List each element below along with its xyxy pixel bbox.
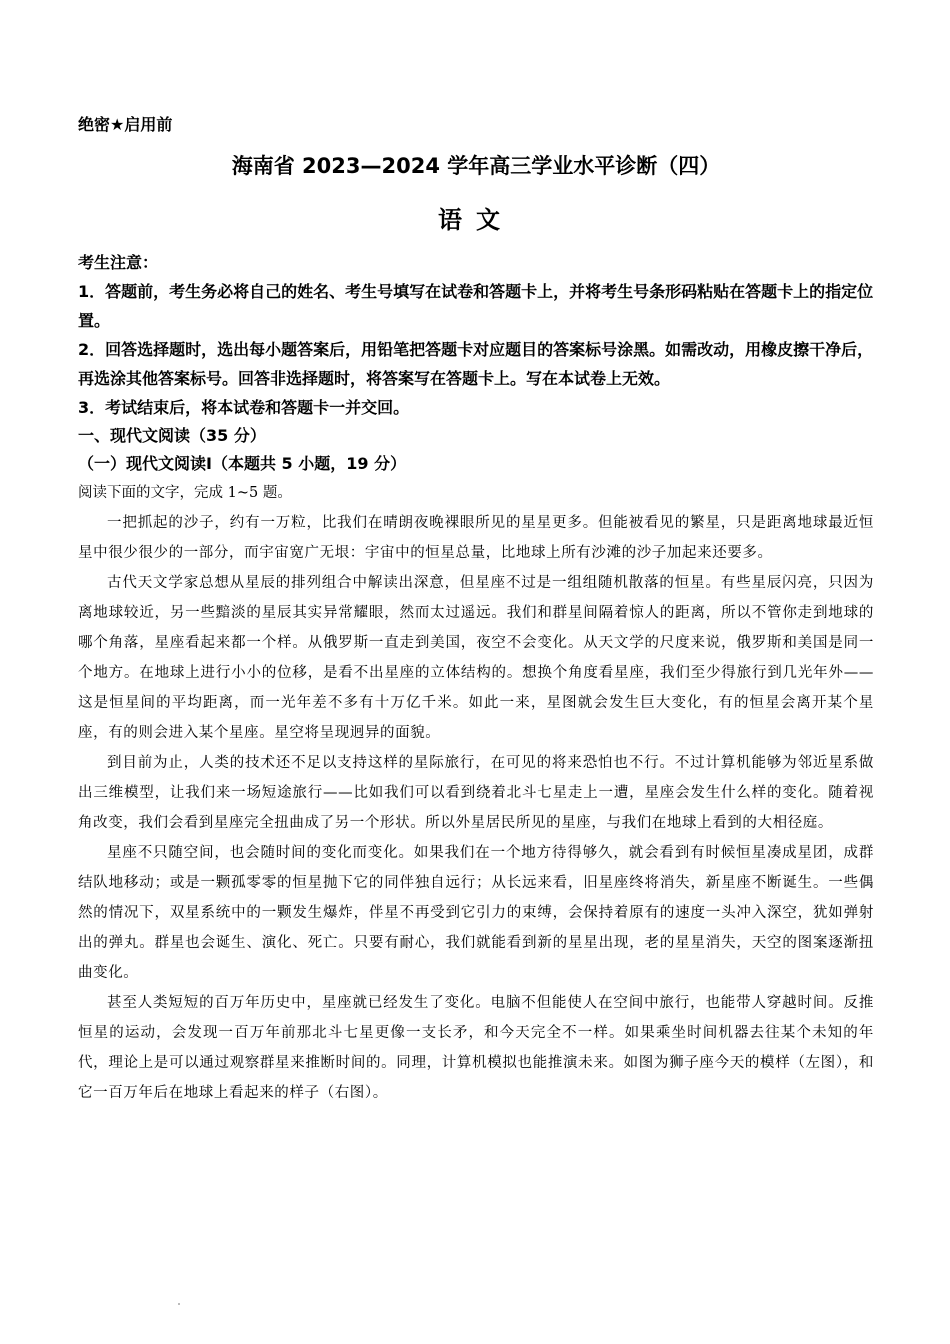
passage-paragraph: 星座不只随空间，也会随时间的变化而变化。如果我们在一个地方待得够久，就会看到有时候恒星凑成星团，成群结队地移动；或是一颗孤零零的恒星抛下它的同伴独自远行；从长远来看，旧星座终将消失，新星座不断诞生。一些偶然的情况下，双星系统中的一颗发生爆炸，伴星不再受到它引力的束缚，会保持着原有的速度一头冲入深空，犹如弹射出的弹丸。群星也会诞生、演化、死亡。只要有耐心，我们就能看到新的星星出现，老的星星消失，天空的图案逐渐扭曲变化。 [78, 845, 874, 981]
reading-instruction: 阅读下面的文字，完成 1~5 题。 [78, 485, 292, 501]
passage-paragraph: 到目前为止，人类的技术还不足以支持这样的星际旅行，在可见的将来恐怕也不行。不过计算机能够为邻近星系做出三维模型，让我们来一场短途旅行——比如我们可以看到绕着北斗七星走上一遭，星座会发生什么样的变化。随着视角改变，我们会看到星座完全扭曲成了另一个形状。所以外星居民所见的星座，与我们在地球上看到的大相径庭。 [78, 755, 874, 831]
confidential-label: 绝密★启用前 [78, 115, 173, 134]
subject-title: 语文 [438, 206, 514, 234]
section-heading: 一、现代文阅读（35 分） [78, 426, 266, 445]
passage-paragraph: 甚至人类短短的百万年历史中，星座就已经发生了变化。电脑不但能使人在空间中旅行，也能带人穿越时间。反推恒星的运动，会发现一百万年前那北斗七星更像一支长矛，和今天完全不一样。如果乘坐时间机器去往某个未知的年代，理论上是可以通过观察群星来推断时间的。同理，计算机模拟也能推演未来。如图为狮子座今天的模样（左图），和它一百万年后在地球上看起来的样子（右图）。 [78, 995, 874, 1101]
exam-title: 海南省 2023—2024 学年高三学业水平诊断（四） [231, 154, 721, 178]
passage-paragraph: 一把抓起的沙子，约有一万粒，比我们在晴朗夜晚裸眼所见的星星更多。但能被看见的繁星，只是距离地球最近恒星中很少很少的一部分，而宇宙宽广无垠：宇宙中的恒星总量，比地球上所有沙滩的沙子加起来还要多。 [78, 515, 874, 561]
reading-passage [78, 508, 874, 1108]
candidate-notice [78, 248, 874, 422]
exam-page [78, 112, 874, 1108]
notice-item: 2．回答选择题时，选出每小题答案后，用铅笔把答题卡对应题目的答案标号涂黑。如需改动，用橡皮擦干净后，再选涂其他答案标号。回答非选择题时，将答案写在答题卡上。写在本试卷上无效。 [78, 340, 874, 388]
page-speck [178, 1303, 180, 1305]
subsection-heading: （一）现代文阅读Ⅰ（本题共 5 小题，19 分） [78, 454, 407, 473]
notice-heading: 考生注意： [78, 253, 159, 272]
notice-item: 3．考试结束后，将本试卷和答题卡一并交回。 [78, 398, 410, 417]
passage-paragraph: 古代天文学家总想从星辰的排列组合中解读出深意，但星座不过是一组组随机散落的恒星。有些星辰闪亮，只因为离地球较近，另一些黯淡的星辰其实异常耀眼，然而太过遥远。我们和群星间隔着惊人的距离，所以不管你走到地球的哪个角落，星座看起来都一个样。从俄罗斯一直走到美国，夜空不会变化。从天文学的尺度来说，俄罗斯和美国是同一个地方。在地球上进行小小的位移，是看不出星座的立体结构的。想换个角度看星座，我们至少得旅行到几光年外——这是恒星间的平均距离，而一光年差不多有十万亿千米。如此一来，星图就会发生巨大变化，有的恒星会离开某个星座，有的则会进入某个星座。星空将呈现迥异的面貌。 [78, 575, 874, 741]
notice-item: 1．答题前，考生务必将自己的姓名、考生号填写在试卷和答题卡上，并将考生号条形码粘贴在答题卡上的指定位置。 [78, 282, 874, 330]
